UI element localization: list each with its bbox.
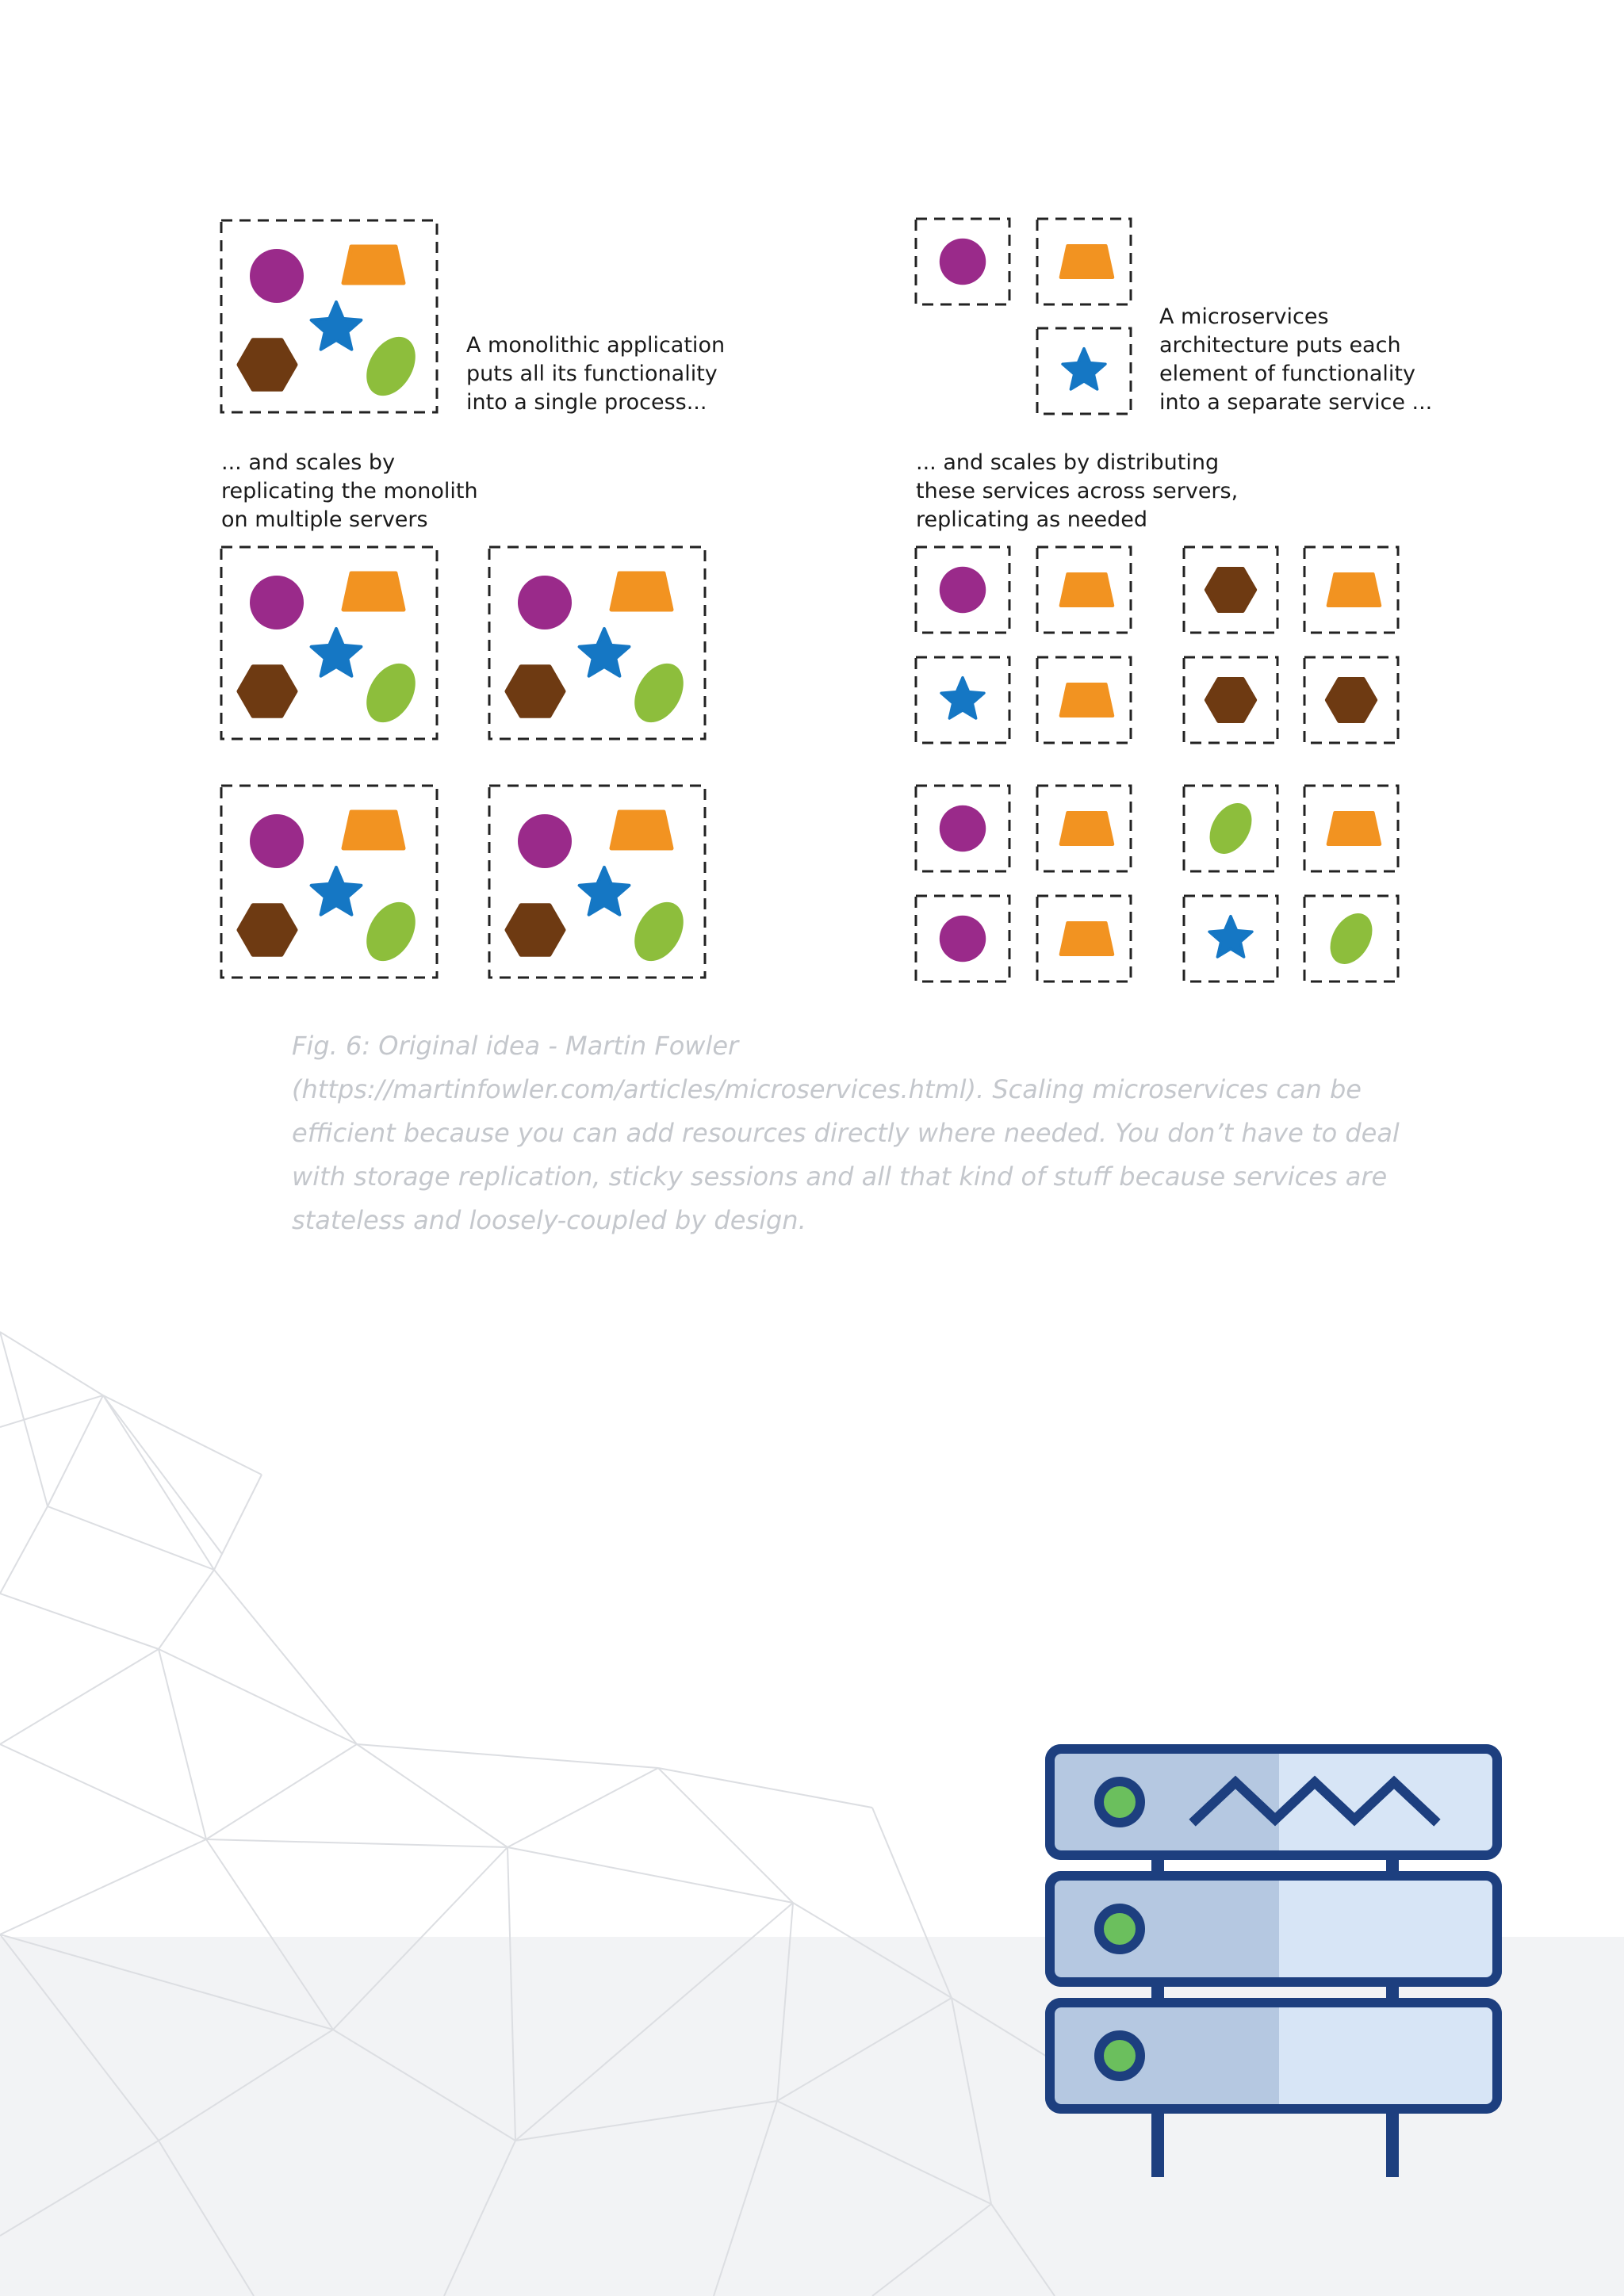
star-icon [312,302,362,350]
parallelogram-icon [1061,684,1113,716]
hexagon-icon [1327,679,1376,721]
circle-icon [250,576,304,629]
monolith-process-box [221,220,437,412]
parallelogram-icon [1061,246,1113,277]
server-led-icon [1099,1908,1140,1950]
server-unit [1050,1749,1497,1855]
microservices-intro-label: A microservices architecture puts each element of functionality into a separate service ... [1159,304,1433,415]
monolith-server-box [489,786,705,978]
service-box [916,896,1009,982]
network-line [357,1744,508,1847]
parallelogram-icon [1328,813,1380,844]
network-line [0,1744,206,1839]
service-box [1037,328,1131,414]
network-line [103,1395,222,1554]
service-box [1037,786,1131,871]
parallelogram-icon [611,573,672,610]
caption-line: efficient because you can add resources directly where needed. You don’t have to deal [292,1118,1400,1148]
parallelogram-icon [1061,923,1113,955]
hexagon-icon [239,667,296,716]
star-icon [312,629,362,676]
network-line [214,1475,262,1570]
network-line [103,1395,214,1570]
caption-line: stateless and loosely-coupled by design. [292,1205,806,1235]
monolith-server-box [489,547,705,739]
circle-icon [940,806,986,851]
service-box [1037,547,1131,633]
rack-leg [1151,2109,1164,2177]
microservices-scale-label: ... and scales by distributing these services across servers, replicating as needed [916,450,1239,532]
network-line [159,1649,357,1744]
parallelogram-icon [343,247,404,283]
network-line [48,1506,214,1570]
service-box [1304,547,1398,633]
service-box [1037,896,1131,982]
network-line [357,1744,658,1768]
star-icon [1209,916,1252,957]
network-line [48,1395,103,1506]
monolith-scale-label: ... and scales by replicating the monolith on multiple servers [221,450,478,532]
star-icon [312,867,362,915]
monolith-server-box [221,786,437,978]
network-line [159,1570,214,1649]
service-box [1304,896,1398,982]
service-box [1037,657,1131,743]
rack-leg [1386,2109,1399,2177]
circle-icon [940,239,986,285]
parallelogram-icon [343,812,404,848]
network-line [214,1570,357,1744]
circle-icon [518,814,572,868]
service-box [916,547,1009,633]
service-box [1304,657,1398,743]
network-line [206,1744,357,1839]
figure-caption [292,1024,1400,1242]
ellipse-icon [357,894,426,970]
network-line [0,1594,159,1649]
service-box [1304,786,1398,871]
circle-icon [250,814,304,868]
monolith-intro-label: A monolithic application puts all its functionality into a single process... [466,333,726,415]
circle-icon [518,576,572,629]
caption-line: with storage replication, sticky sessions and all that kind of stuff because services are [292,1161,1388,1192]
star-icon [1063,349,1105,389]
monolith-server-box [221,547,437,739]
star-icon [580,629,630,676]
network-line [206,1839,508,1847]
ellipse-icon [625,655,694,731]
service-box [916,786,1009,871]
service-box [1184,896,1277,982]
parallelogram-icon [343,573,404,610]
ellipse-icon [1322,906,1381,972]
network-line [658,1768,793,1903]
ellipse-icon [1201,796,1261,862]
server-led-icon [1099,2035,1140,2076]
server-rack-icon [1045,1744,1510,2188]
parallelogram-icon [1061,574,1113,606]
service-box [1184,786,1277,871]
server-unit-highlight [1279,1881,1492,1977]
network-line [0,1506,48,1594]
ellipse-icon [625,894,694,970]
caption-line: (https://martinfowler.com/articles/microservices.html). Scaling microservices can be [292,1074,1362,1104]
server-unit-highlight [1279,2007,1492,2104]
parallelogram-icon [1061,813,1113,844]
network-line [508,1768,658,1847]
service-box [1037,219,1131,304]
hexagon-icon [1206,568,1255,611]
network-line [0,1649,159,1744]
server-unit-highlight [1279,1754,1492,1850]
parallelogram-icon [1328,574,1380,606]
server-led-icon [1099,1781,1140,1823]
circle-icon [940,916,986,962]
star-icon [941,678,984,718]
service-box [916,219,1009,304]
parallelogram-icon [611,812,672,848]
hexagon-icon [239,340,296,389]
hexagon-icon [239,905,296,955]
ellipse-icon [357,655,426,731]
hexagon-icon [507,667,564,716]
network-line [508,1847,793,1903]
circle-icon [250,249,304,303]
network-line [103,1395,262,1475]
circle-icon [940,567,986,613]
hexagon-icon [1206,679,1255,721]
network-line [159,1649,206,1839]
hexagon-icon [507,905,564,955]
caption-line: Fig. 6: Original idea - Martin Fowler [292,1031,739,1061]
service-box [1184,547,1277,633]
network-line [0,1839,206,1934]
ellipse-icon [357,328,426,404]
service-box [1184,657,1277,743]
star-icon [580,867,630,915]
service-box [916,657,1009,743]
network-line [658,1768,872,1808]
network-line [0,1395,103,1427]
